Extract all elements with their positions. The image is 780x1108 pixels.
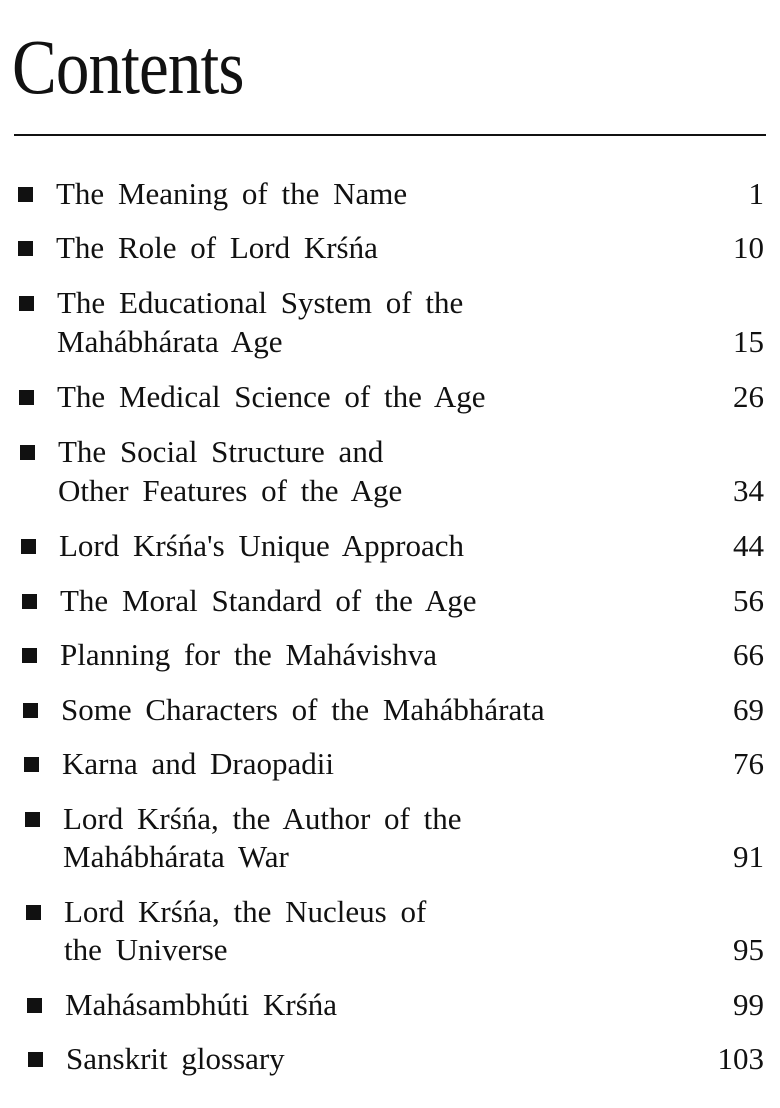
toc-page-number: 103: [717, 1041, 764, 1076]
toc-entry-title-line: The Social Structure and: [58, 434, 384, 469]
toc-entry-title-line: Lord Krśńa's Unique Approach: [59, 528, 464, 563]
square-bullet-icon: [24, 757, 39, 772]
square-bullet-icon: [23, 703, 38, 718]
toc-entry-title-line: Mahábhárata War: [63, 839, 289, 874]
toc-entry-title-line: Sanskrit glossary: [66, 1041, 285, 1076]
toc-page-number: 76: [733, 746, 764, 781]
toc-page-number: 15: [733, 324, 764, 359]
toc-entry-title-line: The Moral Standard of the Age: [60, 583, 477, 618]
toc-page-number: 99: [733, 987, 764, 1022]
toc-entry-title-line: The Medical Science of the Age: [57, 379, 486, 414]
toc-page-number: 91: [733, 839, 764, 874]
square-bullet-icon: [20, 445, 35, 460]
square-bullet-icon: [19, 390, 34, 405]
square-bullet-icon: [28, 1052, 43, 1067]
square-bullet-icon: [27, 998, 42, 1013]
toc-entry-title-line: Planning for the Mahávishva: [60, 637, 438, 672]
toc-page-number: 44: [733, 528, 764, 563]
toc-entry-title-line: The Role of Lord Krśńa: [56, 230, 378, 265]
toc-entry-title-line: The Meaning of the Name: [56, 176, 408, 211]
square-bullet-icon: [26, 905, 41, 920]
page-title: Contents: [12, 23, 244, 110]
toc-entry-title-line: the Universe: [64, 932, 228, 967]
toc-page-number: 1: [748, 176, 764, 211]
square-bullet-icon: [22, 648, 37, 663]
toc-entry-title-line: The Educational System of the: [57, 285, 464, 320]
square-bullet-icon: [19, 296, 34, 311]
square-bullet-icon: [21, 539, 36, 554]
toc-entry-title-line: Mahásambhúti Krśńa: [65, 987, 338, 1022]
toc-entry-title-line: Other Features of the Age: [58, 473, 403, 508]
toc-entry-title-line: Karna and Draopadii: [62, 746, 334, 781]
toc-page-number: 34: [733, 473, 764, 508]
toc-entry-title-line: Lord Krśńa, the Nucleus of: [64, 894, 427, 929]
toc-page-number: 10: [733, 230, 764, 265]
toc-page-number: 26: [733, 379, 764, 414]
square-bullet-icon: [25, 812, 40, 827]
square-bullet-icon: [18, 241, 33, 256]
toc-entry-title-line: Lord Krśńa, the Author of the: [63, 801, 462, 836]
toc-page-number: 56: [733, 583, 764, 618]
square-bullet-icon: [18, 187, 33, 202]
toc-entry-title-line: Mahábhárata Age: [57, 324, 283, 359]
toc-page-number: 95: [733, 932, 764, 967]
toc-entry-title-line: Some Characters of the Mahábhárata: [61, 692, 545, 727]
toc-page-number: 66: [733, 637, 764, 672]
toc-page-number: 69: [733, 692, 764, 727]
square-bullet-icon: [22, 594, 37, 609]
